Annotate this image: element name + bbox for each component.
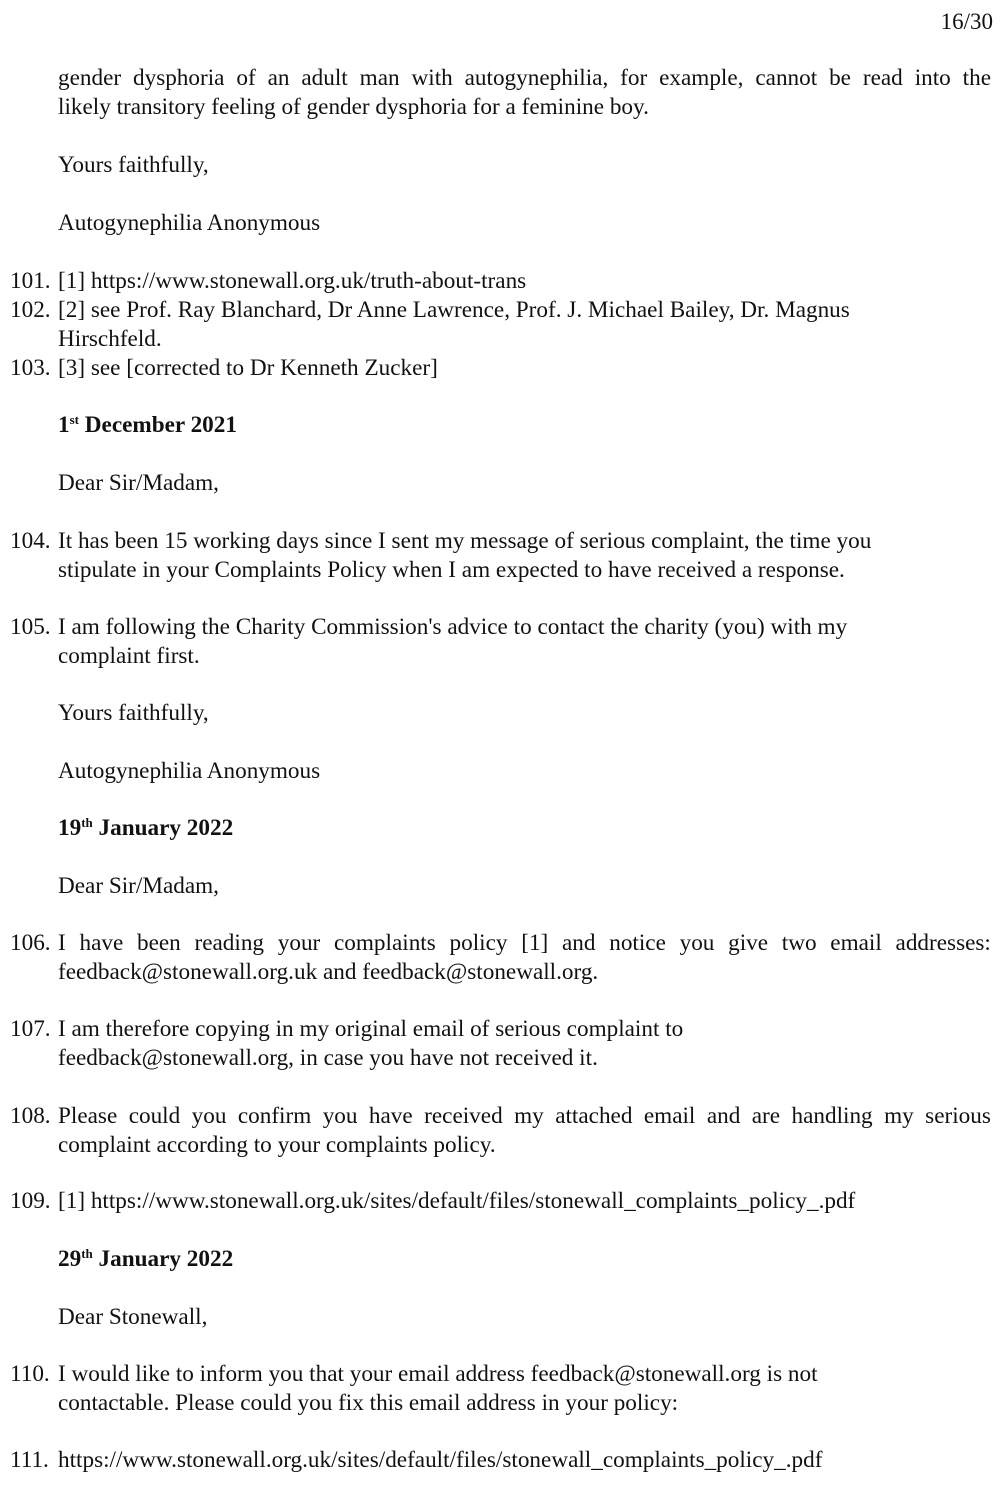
item-text: I am therefore copying in my original email of serious complaint to feedback@stonewall.org, in case you have not received it. bbox=[58, 1016, 684, 1071]
salutation-2: Dear Sir/Madam, bbox=[58, 470, 219, 496]
signature-2: Autogynephilia Anonymous bbox=[58, 758, 321, 784]
item-text: https://www.stonewall.org.uk/sites/default/files/stonewall_complaints_policy_.pdf bbox=[58, 1447, 823, 1473]
item-number: 102. bbox=[10, 297, 51, 323]
item-text: Please could you confirm you have received my attached email and are handling my serious complaint according to your complaints policy. bbox=[58, 1103, 991, 1158]
closing-2: Yours faithfully, bbox=[58, 700, 209, 726]
item-number: 109. bbox=[10, 1188, 51, 1214]
item-text: [1] https://www.stonewall.org.uk/truth-about-trans bbox=[58, 268, 527, 294]
item-number: 103. bbox=[10, 355, 51, 381]
salutation-4: Dear Stonewall, bbox=[58, 1304, 208, 1330]
item-number: 106. bbox=[10, 930, 51, 956]
intro-line-2: likely transitory feeling of gender dysphoria for a feminine boy. bbox=[58, 94, 649, 120]
intro-line-1: gender dysphoria of an adult man with autogynephilia, for example, cannot be read into the bbox=[58, 65, 991, 91]
intro-paragraph bbox=[58, 64, 991, 122]
item-text: I would like to inform you that your email address feedback@stonewall.org is not contactable. Please could you fix this email address in your policy: bbox=[58, 1361, 818, 1416]
item-text: [2] see Prof. Ray Blanchard, Dr Anne Lawrence, Prof. J. Michael Bailey, Dr. Magnus Hirschfeld. bbox=[58, 297, 850, 352]
item-number: 105. bbox=[10, 614, 51, 640]
date-heading-3: 29th January 2022 bbox=[58, 1246, 234, 1272]
signature-1: Autogynephilia Anonymous bbox=[58, 210, 321, 236]
date-heading-2: 19th January 2022 bbox=[58, 815, 234, 841]
item-number: 101. bbox=[10, 268, 51, 294]
item-number: 108. bbox=[10, 1103, 51, 1129]
item-text: I am following the Charity Commission's advice to contact the charity (you) with my complaint first. bbox=[58, 614, 848, 669]
item-text: [1] https://www.stonewall.org.uk/sites/default/files/stonewall_complaints_policy_.pdf bbox=[58, 1188, 856, 1214]
date-heading-1: 1st December 2021 bbox=[58, 412, 237, 438]
item-number: 110. bbox=[10, 1361, 50, 1387]
closing-1: Yours faithfully, bbox=[58, 152, 209, 178]
item-text: It has been 15 working days since I sent my message of serious complaint, the time you stipulate in your Complaints Policy when I am expected to have received a response. bbox=[58, 528, 872, 583]
item-number: 104. bbox=[10, 528, 51, 554]
salutation-3: Dear Sir/Madam, bbox=[58, 873, 219, 899]
page-number: 16/30 bbox=[940, 9, 993, 34]
item-number: 107. bbox=[10, 1016, 51, 1042]
item-text: [3] see [corrected to Dr Kenneth Zucker] bbox=[58, 355, 438, 381]
item-number: 111. bbox=[10, 1447, 49, 1473]
item-text: I have been reading your complaints policy [1] and notice you give two email addresses: feedback@stonewall.org.uk and feedback@stonewall.org. bbox=[58, 930, 991, 985]
